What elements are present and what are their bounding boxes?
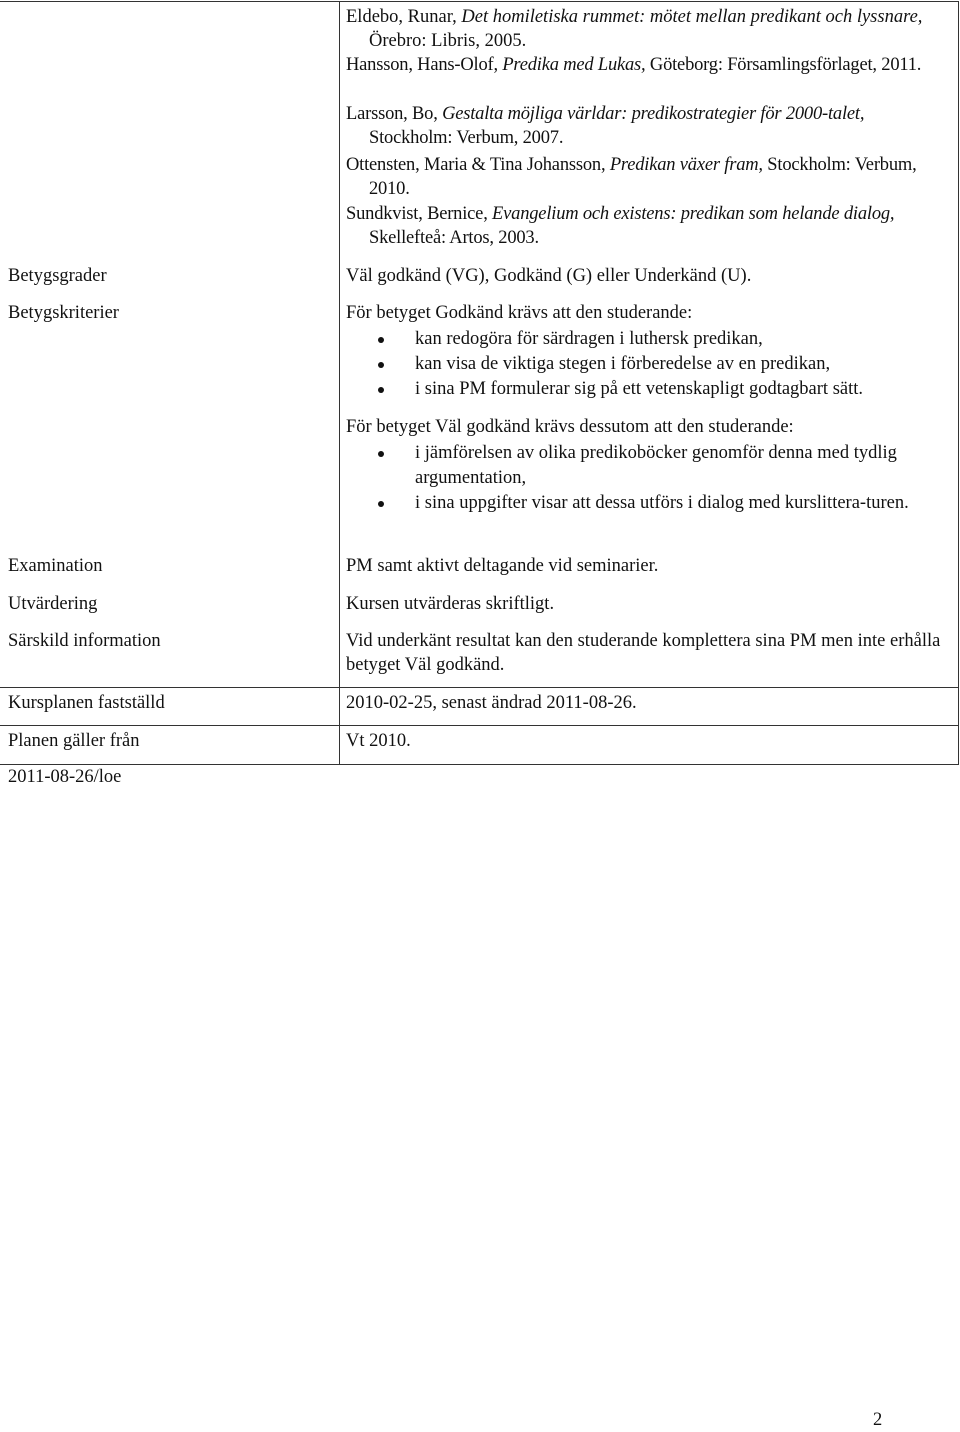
list-item: i jämförelsen av olika predikoböcker genomför denna med tydlig argumentation, (346, 441, 936, 491)
column-divider (339, 1, 340, 765)
utvardering-label: Utvärdering (8, 594, 98, 614)
reference-item: Eldebo, Runar, Det homiletiska rummet: mötet mellan predikant och lyssnare, Örebro: Libris, 2005. (346, 7, 923, 51)
betygsgrader-value: Väl godkänd (VG), Godkänd (G) eller Underkänd (U). (346, 266, 752, 286)
sarskild-label: Särskild information (8, 631, 161, 651)
list-item: kan redogöra för särdragen i luthersk predikan, (346, 327, 946, 352)
godkand-intro: För betyget Godkänd krävs att den studerande: (346, 303, 693, 323)
examination-label: Examination (8, 556, 103, 576)
reference-item: Sundkvist, Bernice, Evangelium och existens: predikan som helande dialog, Skellefteå: Artos, 2003. (346, 204, 895, 248)
list-item: i sina PM formulerar sig på ett vetenskapligt godtagbart sätt. (346, 377, 946, 402)
faststalld-value: 2010-02-25, senast ändrad 2011-08-26. (346, 693, 637, 713)
row-divider-faststalld (0, 725, 959, 726)
galler-label: Planen gäller från (8, 731, 140, 751)
list-item: kan visa de viktiga stegen i förberedelse av en predikan, (346, 352, 946, 377)
list-item: i sina uppgifter visar att dessa utförs i dialog med kurslittera-turen. (346, 491, 936, 516)
examination-value: PM samt aktivt deltagande vid seminarier. (346, 556, 659, 576)
reference-item: Ottensten, Maria & Tina Johansson, Predikan växer fram, Stockholm: Verbum, 2010. (346, 155, 917, 199)
vg-criteria-list (346, 441, 936, 516)
betygsgrader-label: Betygsgrader (8, 266, 107, 286)
page-number: 2 (873, 1410, 883, 1430)
footer-note: 2011-08-26/loe (8, 767, 122, 787)
godkand-criteria-list (346, 327, 946, 402)
row-divider-sarskild (0, 687, 959, 688)
faststalld-label: Kursplanen fastställd (8, 693, 165, 713)
vg-intro: För betyget Väl godkänd krävs dessutom att den studerande: (346, 417, 794, 437)
reference-item: Larsson, Bo, Gestalta möjliga världar: predikostrategier för 2000-talet, Stockholm: Verbum, 2007. (346, 104, 865, 148)
utvardering-value: Kursen utvärderas skriftligt. (346, 594, 555, 614)
betygskriterier-label: Betygskriterier (8, 303, 119, 323)
reference-item: Hansson, Hans-Olof, Predika med Lukas, Göteborg: Församlingsförlaget, 2011. (346, 55, 922, 75)
sarskild-value: Vid underkänt resultat kan den studerande komplettera sina PM men inte erhålla betyget Väl godkänd. (346, 631, 941, 675)
galler-value: Vt 2010. (346, 731, 411, 751)
